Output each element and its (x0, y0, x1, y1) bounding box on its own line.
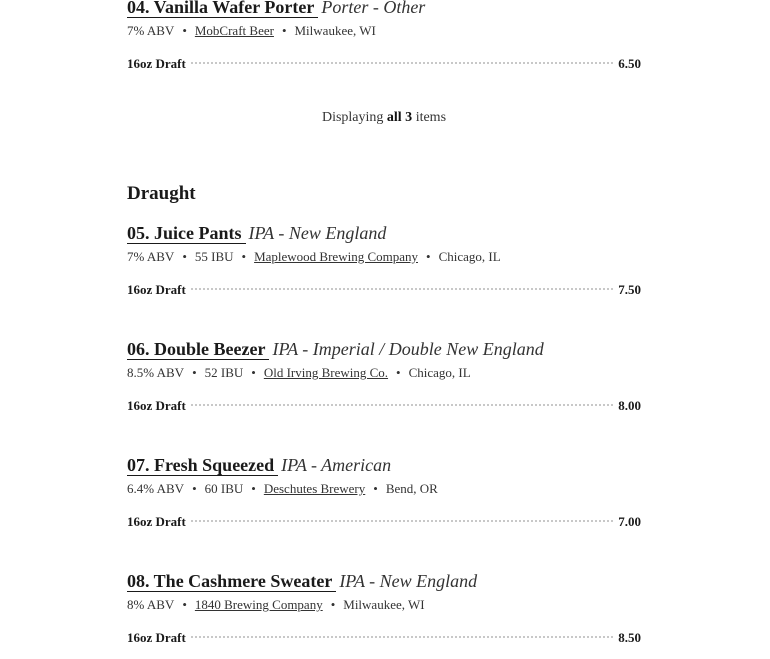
item-title-line (127, 337, 641, 361)
display-count-suffix: items (415, 110, 447, 125)
beer-style: Porter - Other (321, 0, 426, 17)
item-meta (127, 481, 641, 497)
bullet-separator: • (192, 481, 197, 496)
menu-item (127, 337, 641, 414)
ibu: 60 IBU (204, 481, 244, 496)
dotted-leader (191, 288, 613, 290)
beer-style: IPA - New England (248, 223, 387, 243)
serving-size: 16oz Draft (127, 630, 186, 645)
price-row (127, 398, 641, 414)
abv: 8.5% ABV (127, 365, 185, 380)
brewery-link[interactable]: Old Irving Brewing Co. (263, 365, 389, 380)
brewery-location: Bend, OR (385, 481, 438, 496)
display-count-prefix: Displaying (321, 110, 384, 125)
price-row (127, 514, 641, 530)
ibu: 55 IBU (194, 249, 234, 264)
display-count-total: all 3 (386, 110, 413, 125)
bullet-separator: • (373, 481, 378, 496)
beer-name-link[interactable]: 08. The Cashmere Sweater (127, 571, 336, 592)
item-title-line (127, 221, 641, 245)
price-row (127, 282, 641, 298)
beer-name-link[interactable]: 04. Vanilla Wafer Porter (127, 0, 318, 18)
beer-style: IPA - New England (339, 571, 478, 591)
dotted-leader (191, 636, 613, 638)
price-row (127, 630, 641, 646)
bullet-separator: • (182, 23, 187, 38)
price: 7.50 (618, 282, 641, 297)
item-title-line (127, 0, 641, 19)
price: 8.50 (618, 630, 641, 645)
price: 6.50 (618, 56, 641, 71)
dotted-leader (191, 62, 613, 64)
abv: 7% ABV (127, 23, 175, 38)
ibu: 52 IBU (204, 365, 244, 380)
beer-style: IPA - American (281, 455, 392, 475)
beer-name-link[interactable]: 07. Fresh Squeezed (127, 455, 278, 476)
serving-size: 16oz Draft (127, 282, 186, 297)
beer-name-link[interactable]: 05. Juice Pants (127, 223, 246, 244)
item-meta (127, 365, 641, 381)
brewery-location: Milwaukee, WI (294, 23, 376, 38)
section-title: Draught (127, 183, 196, 204)
item-meta (127, 597, 641, 613)
menu-item (127, 453, 641, 530)
item-title-line (127, 453, 641, 477)
brewery-link[interactable]: 1840 Brewing Company (194, 597, 323, 612)
bullet-separator: • (251, 481, 256, 496)
bullet-separator: • (396, 365, 401, 380)
bullet-separator: • (192, 365, 197, 380)
bullet-separator: • (281, 23, 287, 38)
serving-size: 16oz Draft (127, 56, 186, 71)
abv: 8% ABV (127, 597, 175, 612)
brewery-location: Milwaukee, WI (343, 597, 425, 612)
abv: 7% ABV (127, 249, 175, 264)
bullet-separator: • (182, 597, 187, 612)
price-row (127, 56, 641, 72)
display-count (127, 110, 641, 126)
menu-item (127, 0, 641, 72)
bullet-separator: • (182, 249, 187, 264)
serving-size: 16oz Draft (127, 398, 186, 413)
bullet-separator: • (241, 249, 247, 264)
abv: 6.4% ABV (127, 481, 185, 496)
brewery-link[interactable]: Maplewood Brewing Company (254, 249, 418, 264)
bullet-separator: • (251, 365, 256, 380)
beer-name-link[interactable]: 06. Double Beezer (127, 339, 269, 360)
item-meta (127, 23, 641, 39)
menu-item (127, 221, 641, 298)
brewery-location: Chicago, IL (438, 249, 501, 264)
price: 8.00 (618, 398, 641, 413)
bullet-separator: • (330, 597, 336, 612)
menu-item (127, 569, 641, 646)
dotted-leader (191, 404, 613, 406)
brewery-link[interactable]: MobCraft Beer (194, 23, 274, 38)
serving-size: 16oz Draft (127, 514, 186, 529)
item-title-line (127, 569, 641, 593)
price: 7.00 (618, 514, 641, 529)
dotted-leader (191, 520, 613, 522)
beer-style: IPA - Imperial / Double New England (272, 339, 544, 359)
bullet-separator: • (426, 249, 431, 264)
brewery-location: Chicago, IL (408, 365, 471, 380)
brewery-link[interactable]: Deschutes Brewery (263, 481, 366, 496)
item-meta (127, 249, 641, 265)
